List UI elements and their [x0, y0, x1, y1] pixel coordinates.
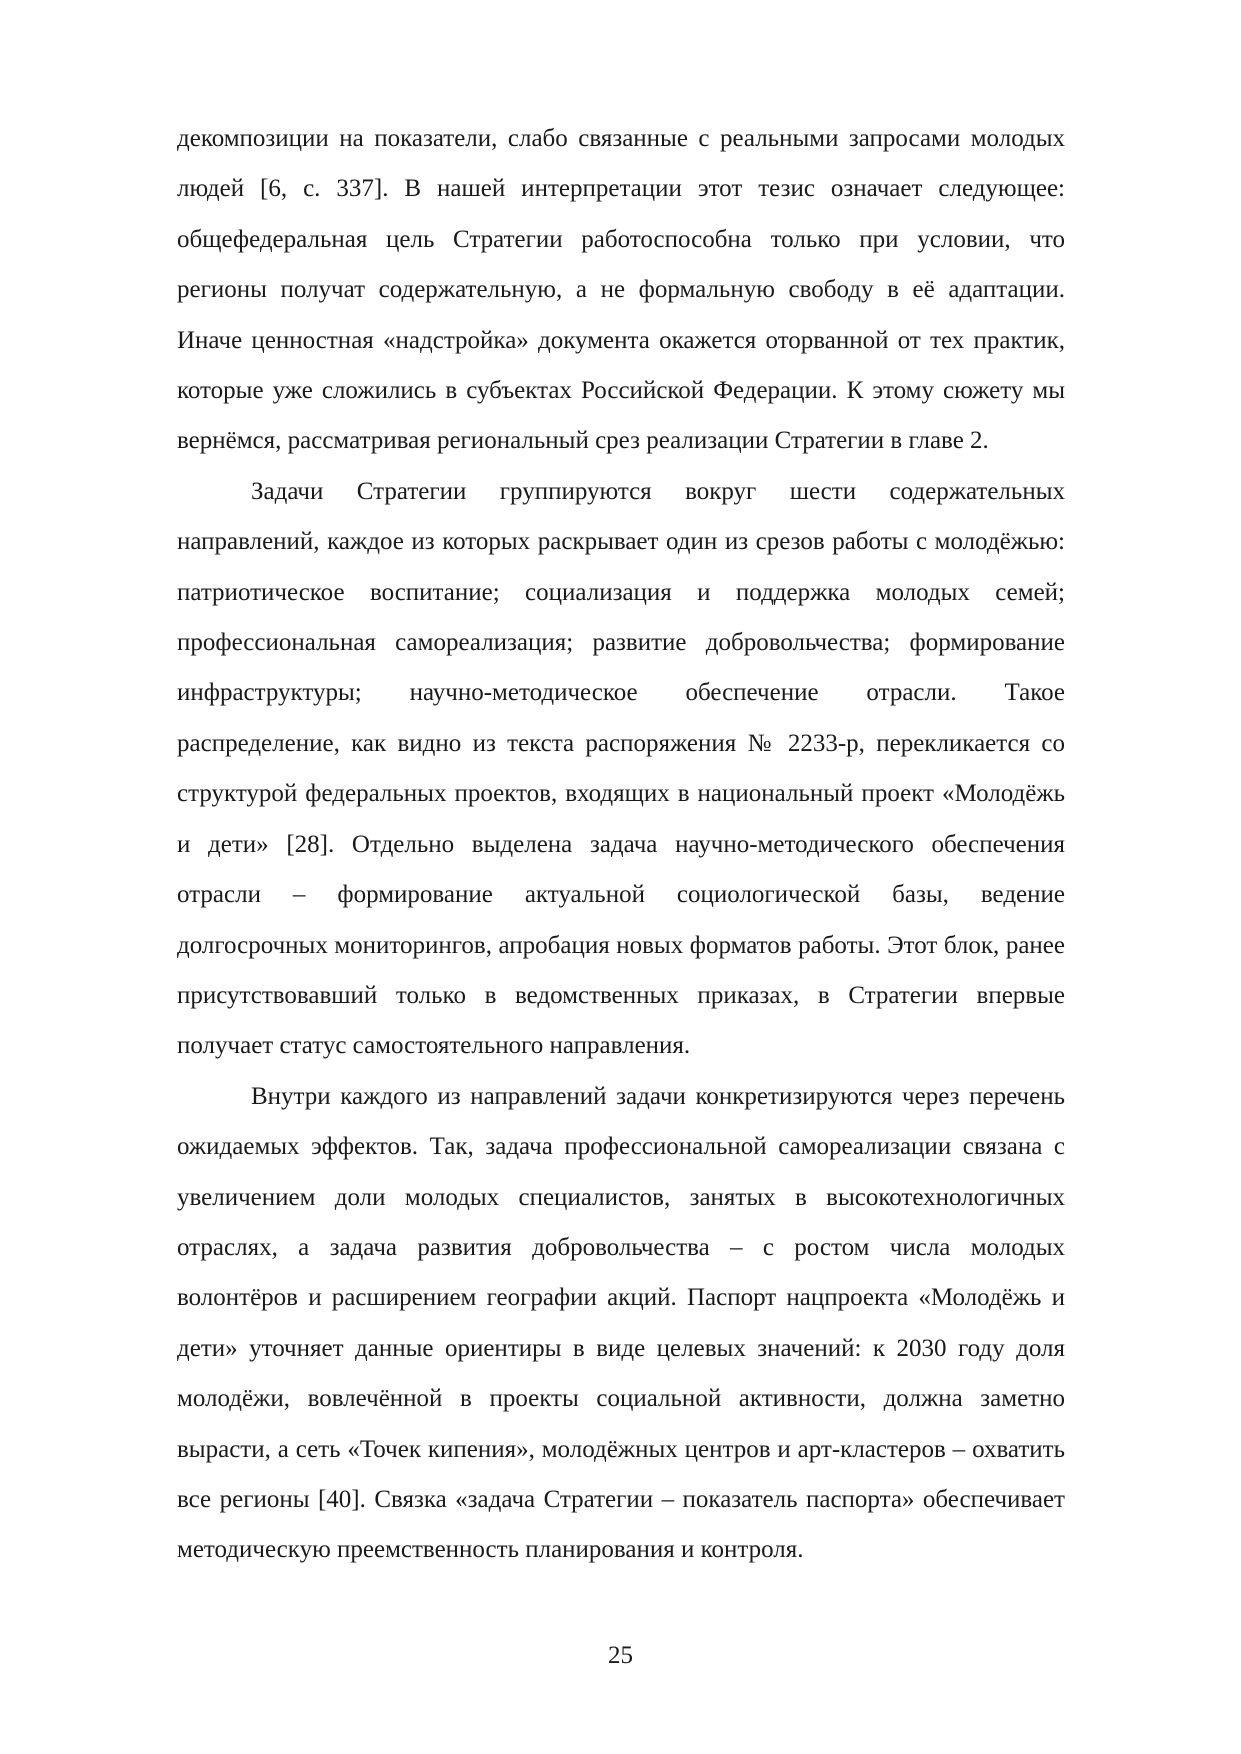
paragraph-2: Задачи Стратегии группируются вокруг шести содержательных направлений, каждое из которых раскрывает один из срезов работы с молодёжью: патриотическое воспитание; социализация и поддержка молодых семей; профессиональная самореализация; развитие добровольчества; формирование инфраструктуры; научно-методическое обеспечение отрасли. Такое распределение, как видно из текста распоряжения № 2233-р, перекликается со структурой федеральных проектов, входящих в национальный проект «Молодёжь и дети» [28]. Отдельно выделена задача научно-методического обеспечения отрасли – формирование актуальной социологической базы, ведение долгосрочных мониторингов, апробация новых форматов работы. Этот блок, ранее присутствовавший только в ведомственных приказах, в Стратегии впервые получает статус самостоятельного направления. [177, 477, 1065, 1060]
paragraph-3: Внутри каждого из направлений задачи конкретизируются через перечень ожидаемых эффектов. Так, задача профессиональной самореализации связана с увеличением доли молодых специалистов, занятых в высокотехнологичных отраслях, а задача развития добровольчества – с ростом числа молодых волонтёров и расширением географии акций. Паспорт нацпроекта «Молодёжь и дети» уточняет данные ориентиры в виде целевых значений: к 2030 году доля молодёжи, вовлечённой в проекты социальной активности, должна заметно вырасти, а сеть «Точек кипения», молодёжных центров и арт-кластеров – охватить все регионы [40]. Связка «задача Стратегии – показатель паспорта» обеспечивает методическую преемственность планирования и контроля. [177, 1082, 1065, 1564]
page-number: 25 [608, 1642, 633, 1669]
paragraph-1: декомпозиции на показатели, слабо связанные с реальными запросами молодых людей [6, с. 337]. В нашей интерпретации этот тезис означает следующее: общефедеральная цель Стратегии работоспособна только при условии, что регионы получат содержательную, а не формальную свободу в её адаптации. Иначе ценностная «надстройка» документа окажется оторванной от тех практик, которые уже сложились в субъектах Российской Федерации. К этому сюжету мы вернёмся, рассматривая региональный срез реализации Стратегии в главе 2. [177, 125, 1065, 455]
body-text [177, 114, 1065, 1576]
